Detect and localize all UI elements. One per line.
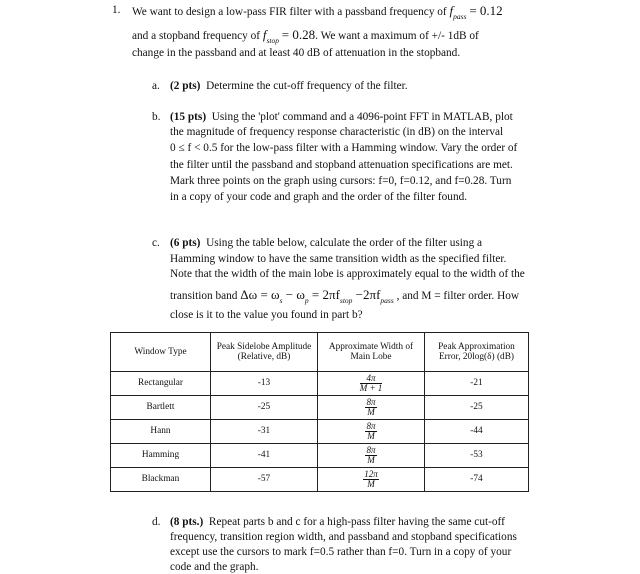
part-c-transition-line bbox=[170, 288, 519, 303]
two-pi-fpass: −2πf bbox=[352, 287, 381, 302]
part-b-line-5: Mark three points on the graph using cursors: f=0, f=0.12, and f=0.28. Turn bbox=[170, 175, 512, 187]
fstop-sub-2: stop bbox=[339, 296, 353, 305]
part-a-points: (2 pts) bbox=[170, 80, 201, 92]
part-d-line-3: except use the cursors to mark f=0.5 rather than f=0. Turn in a copy of your bbox=[170, 546, 512, 558]
part-b-text-1: Using the 'plot' command and a 4096-point FFT in MATLAB, plot bbox=[211, 111, 513, 123]
part-b-line-6: in a copy of your code and graph and the order of the filter found. bbox=[170, 191, 468, 203]
error-value: -74 bbox=[425, 468, 529, 492]
part-c-line-1 bbox=[170, 237, 482, 250]
table-row bbox=[111, 396, 529, 420]
part-d-line-2: frequency, transition region width, and passband and stopband specifications bbox=[170, 531, 517, 543]
main-lobe-width bbox=[318, 372, 425, 396]
lobe-numerator: 12π bbox=[364, 469, 378, 479]
fpass-sub-2: pass bbox=[380, 296, 394, 305]
minus-omega-p: − ω bbox=[282, 287, 305, 302]
transition-suffix: , and M = filter order. How bbox=[396, 290, 520, 302]
part-b-line-2: the magnitude of frequency response characteristic (in dB) on the interval bbox=[170, 126, 504, 138]
main-lobe-width bbox=[318, 444, 425, 468]
window-table bbox=[110, 332, 529, 492]
sidelobe-value: -57 bbox=[211, 468, 318, 492]
lobe-denominator: M bbox=[367, 431, 375, 441]
sidelobe-value: -13 bbox=[211, 372, 318, 396]
window-name: Hamming bbox=[111, 444, 211, 468]
part-d-letter: d. bbox=[152, 516, 161, 528]
lobe-denominator: M bbox=[367, 455, 375, 465]
fstop-symbol: f bbox=[262, 27, 267, 42]
lobe-numerator: 8π bbox=[366, 421, 376, 431]
sidelobe-value: -25 bbox=[211, 396, 318, 420]
intro-line-3: change in the passband and at least 40 dB of attenuation in the stopband. bbox=[132, 47, 461, 59]
part-b-line-1 bbox=[170, 111, 513, 124]
error-value: -44 bbox=[425, 420, 529, 444]
window-name: Rectangular bbox=[111, 372, 211, 396]
part-b-letter: b. bbox=[152, 111, 161, 123]
transition-formula bbox=[240, 287, 394, 305]
part-b-line-4: the filter until the passband and stopband attenuation specifications are met. bbox=[170, 159, 513, 171]
part-c-text-1: Using the table below, calculate the order of the filter using a bbox=[206, 237, 483, 249]
table-row bbox=[111, 468, 529, 492]
table-row bbox=[111, 420, 529, 444]
part-c-letter: c. bbox=[152, 237, 160, 249]
error-value: -25 bbox=[425, 396, 529, 420]
part-d-line-1 bbox=[170, 516, 505, 529]
error-value: -21 bbox=[425, 372, 529, 396]
main-lobe-width bbox=[318, 420, 425, 444]
window-name: Bartlett bbox=[111, 396, 211, 420]
lobe-denominator: M bbox=[367, 407, 375, 417]
fpass-value: = 0.12 bbox=[469, 3, 503, 18]
lobe-denominator: M bbox=[367, 479, 375, 489]
header-window-type: Window Type bbox=[111, 333, 211, 372]
window-name: Blackman bbox=[111, 468, 211, 492]
intro-text-3: . We want a maximum of +/- 1dB of bbox=[315, 30, 479, 42]
lobe-denominator: M + 1 bbox=[359, 383, 383, 393]
delta-omega: Δω = ω bbox=[240, 287, 280, 302]
fpass-symbol: f bbox=[449, 3, 454, 18]
intro-text-2: and a stopband frequency of bbox=[132, 30, 260, 42]
omega-p-sub: p bbox=[304, 296, 309, 305]
header-main-lobe: Approximate Width of Main Lobe bbox=[318, 333, 425, 372]
fstop-value: = 0.28 bbox=[281, 27, 316, 42]
two-pi-fstop: = 2πf bbox=[308, 287, 340, 302]
part-d-points: (8 pts.) bbox=[170, 516, 204, 528]
part-b-line-3: 0 ≤ f < 0.5 for the low-pass filter with a Hamming window. Vary the order of bbox=[170, 142, 518, 154]
part-c-points: (6 pts) bbox=[170, 237, 201, 249]
main-lobe-width bbox=[318, 396, 425, 420]
intro-line-2 bbox=[132, 28, 479, 43]
transition-prefix: transition band bbox=[170, 290, 238, 302]
lobe-numerator: 8π bbox=[366, 445, 376, 455]
intro-text-1: We want to design a low-pass FIR filter with a passband frequency of bbox=[132, 6, 447, 18]
header-peak-error: Peak Approximation Error, 20log(δ) (dB) bbox=[425, 333, 529, 372]
fpass-sub: pass bbox=[453, 12, 467, 21]
window-name: Hann bbox=[111, 420, 211, 444]
part-a-text: Determine the cut-off frequency of the filter. bbox=[206, 80, 408, 92]
part-c-last-line: close is it to the value you found in part b? bbox=[170, 309, 363, 321]
fstop-sub: stop bbox=[266, 36, 279, 45]
part-c-line-2: Hamming window to have the same transition width as the specified filter. bbox=[170, 253, 507, 265]
sidelobe-value: -31 bbox=[211, 420, 318, 444]
part-a-line bbox=[170, 80, 408, 93]
lobe-numerator: 4π bbox=[360, 374, 383, 384]
intro-line-1 bbox=[132, 4, 503, 19]
table-row bbox=[111, 444, 529, 468]
part-d-line-4: code and the graph. bbox=[170, 561, 259, 573]
main-lobe-width bbox=[318, 468, 425, 492]
part-c-line-3: Note that the width of the main lobe is approximately equal to the width of the bbox=[170, 268, 525, 280]
error-value: -53 bbox=[425, 444, 529, 468]
header-peak-sidelobe: Peak Sidelobe Amplitude (Relative, dB) bbox=[211, 333, 318, 372]
table-row bbox=[111, 372, 529, 396]
part-d-text-1: Repeat parts b and c for a high-pass filter having the same cut-off bbox=[208, 516, 505, 528]
part-b-points: (15 pts) bbox=[170, 111, 207, 123]
sidelobe-value: -41 bbox=[211, 444, 318, 468]
omega-s-sub: s bbox=[279, 296, 283, 305]
lobe-numerator: 8π bbox=[366, 397, 376, 407]
question-number: 1. bbox=[112, 4, 121, 16]
part-a-letter: a. bbox=[152, 80, 160, 92]
table-header-row bbox=[111, 333, 529, 372]
